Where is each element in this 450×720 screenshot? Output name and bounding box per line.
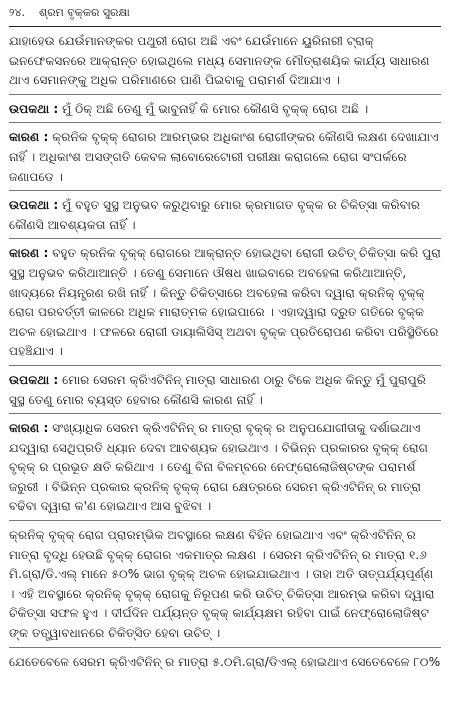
myth-text: ମୋର ସେରମ କ୍ରିଏଟିନିନ୍ ମାତ୍ରା ସାଧାରଣ ଠାରୁ ଟିକେ ଅଧିକ କିନ୍ତୁ ମୁଁ ପୁରାପୁରି ସୁସ୍ଥ ତେଣୁ ମୋର ବ୍ୟସ୍ତ ହେବାର କୌଣସି କାରଣ ନାହିଁ । — [9, 372, 427, 407]
myth-text: ମୁଁ ବହୁତ ସୁସ୍ଥ ଅନୁଭବ କରୁଥିବାରୁ ମୋର କ୍ରମାଗତ ବୃକ୍କ ର ଚିକିତ୍ସା କରିବାର କୌଣସି ଆବଶ୍ୟକତା ନାହିଁ । — [9, 198, 421, 232]
myth-paragraph — [9, 100, 441, 120]
fact-text: କ୍ରନିକ ବୃକ୍କ୍ ରୋଗର ଆରମ୍ଭର ଅଧିକାଂଶ ରୋଗୀଙ୍କର କୌଣସି ଲକ୍ଷଣ ଦେଖାଯାଏ ନାହିଁ । ଅଧିକାଂଶ ଅସଙ୍ଗତି କେବଳ ଲାବୋରେଟୋରୀ ପରୀକ୍ଷା କରାଗଲେ ରୋଗ ସଂପର୍କରେ ଜଣାପଡେ । — [9, 130, 439, 184]
fact-label: କାରଣ : — [9, 421, 49, 436]
myth-paragraph — [9, 196, 441, 235]
divider — [9, 647, 441, 648]
myth-text: ମୁଁ ଠିକ୍ ଅଛି ତେଣୁ ମୁଁ ଭାବୁନାହିଁ କି ମୋର କୌଣସି ବୃକ୍କ୍ ରୋଗ ଅଛି । — [58, 101, 369, 116]
myth-paragraph — [9, 371, 441, 410]
divider — [9, 122, 441, 123]
divider — [9, 190, 441, 191]
fact-paragraph — [9, 128, 441, 187]
divider — [9, 520, 441, 521]
divider — [9, 94, 441, 95]
body-paragraph-continued: ଯେତେବେଳେ ସେରମ କ୍ରିଏଟିନିନ୍ ର ମାତ୍ରା ୫.୦ମି.ଗ୍ରା/ଡିଏଲ୍ ହୋଇଥାଏ ସେତେବେଳେ ୮୦% — [9, 654, 441, 669]
intro-paragraph: ଯାହାହେଉ ଯେଉଁମାନଙ୍କର ପଥୁରୀ ରୋଗ ଅଛି ଏବଂ ଯେଉଁମାନେ ୟୁରିନାରୀ ଟ୍ରାକ୍ ଇନଫେକସନରେ ଆକ୍ରାନ୍ତ ହୋଇଥିଲେ ମଧ୍ୟ ସେମାନଙ୍କ ମୌତ୍ରାଶୟିକ କାର୍ଯ୍ୟ ସାଧାରଣ ଥାଏ ସେମାନଙ୍କୁ ଅଧିକ ପରିମାଣରେ ପାଣି ପିଇବାକୁ ପରାମର୍ଶ ଦିଆଯାଏ । — [9, 34, 430, 88]
running-title: ଶ୍ରମ ବୃକ୍କର ସୁରକ୍ଷା — [39, 6, 130, 19]
page-number: ୨୪. — [9, 6, 26, 19]
fact-label: କାରଣ : — [9, 246, 49, 261]
fact-text: ସଂଖ୍ୟାଧିକ ସେରମ କ୍ରିଏଟିନିନ୍ ର ମାତ୍ରା ବୃକ୍କ୍ ର ଅନୁପଯୋଗୀତାକୁ ଦର୍ଶାଇଥାଏ ଯଦ୍ୱାରା ସେଥିପ୍ରତି ଧ୍ୟାନ ଦେବା ଆବଶ୍ୟକ ହୋଇଥାଏ । ବିଭିନ୍ନ ପ୍ରକାରର ବୃକ୍କ୍ ରୋଗ ବୃକ୍କ୍ ର ପ୍ରଭୂତ କ୍ଷତି କରିଥାଏ । ତେଣୁ ବିନା ବିଳମ୍ବରେ ନେଫ୍ରୋଲୋଜିଷ୍ଟଙ୍କ ପରାମର୍ଶ ଜରୁରୀ । ବିଭିନ୍ନ ପ୍ରକାର କ୍ରନିକ୍ ବୃକ୍କ୍ ରୋଗ କ୍ଷେତ୍ରରେ ସେରମ କ୍ରିଏଟିନିନ୍ ର ମାତ୍ରା ବଢିବା ଦ୍ୱାରା କ'ଣ ହୋଇଥାଏ ଆସ ବୁଝିବା । — [9, 421, 429, 514]
page-content — [9, 32, 441, 672]
fact-label: କାରଣ : — [9, 130, 49, 145]
myth-label: ଉପକଥା : — [9, 101, 59, 116]
page-header — [9, 0, 441, 26]
fact-paragraph — [9, 419, 441, 517]
myth-label: ଉପକଥା : — [9, 372, 59, 387]
divider — [9, 365, 441, 366]
divider — [9, 413, 441, 414]
divider — [9, 238, 441, 239]
fact-paragraph — [9, 244, 441, 362]
myth-label: ଉପକଥା : — [9, 198, 59, 213]
fact-text: ବହୁତ କ୍ରନିକ ବୃକ୍କ୍ ରୋଗରେ ଆକ୍ରାନ୍ତ ହୋଇଥିବା ରୋଗୀ ଉଚିତ୍ ଚିକିତ୍ସା କରି ପୁରା ସୁସ୍ଥ ଅନୁଭବ କରିଥାଆନ୍ତି । ତେଣୁ ସେମାନେ ଔଷଧ ଖାଇବାରେ ଅବହେଳା କରିଥାଆନ୍ତି, ଖାଦ୍ୟରେ ନିୟନ୍ତ୍ରଣ ରଖି ନାହିଁ । କିନ୍ତୁ ଚିକିତ୍ସାରେ ଅବହେଳା କରିବା ଦ୍ୱାରା କ୍ରନିକ୍ ବୃକ୍କ୍ ରୋଗ ପରବର୍ତ୍ତୀ କାଳରେ ଅଧିକ ମାରାତ୍ମକ ହୋଇପାରେ । ଏହାଦ୍ୱାରା ଦ୍ରୁତ ଗତିରେ ବୃକ୍କ ଅଚଳ ହୋଇଥାଏ । ଫଳରେ ରୋଗୀ ଡାୟାଲିସିସ୍ ଅଥବା ବୃକ୍କ ପ୍ରତିରୋପଣ କରିବା ପରିସ୍ଥିତିରେ ପହଞ୍ଚିଯାଏ । — [9, 246, 441, 359]
header-rule — [9, 26, 441, 27]
body-paragraph: କ୍ରନିକ୍ ବୃକ୍କ୍ ରୋଗ ପ୍ରାରମ୍ଭିକ ଅବସ୍ଥାରେ ଲକ୍ଷଣ ବିହିନ ହୋଇଥାଏ ଏବଂ କ୍ରିଏଟିନିନ୍ ର ମାତ୍ରା ବୃଦ୍ଧି ହେଉଛି ବୃକ୍କ୍ ରୋଗର ଏକମାତ୍ର ଲକ୍ଷଣ । ସେରମ କ୍ରିଏଟିନିନ୍ ର ମାତ୍ରା ୧.୬ ମି.ଗ୍ରା/ଡି.ଏଲ୍ ମାନେ ୫୦% ଭାଗ ବୃକ୍କ୍ ଅଚଳ ହୋଇଯାଇଥାଏ । ତାହା ଅତି ତାତ୍ପର୍ଯ୍ୟପୂର୍ଣ୍ଣ । ଏହି ଅବସ୍ଥାରେ କ୍ରନିକ୍ ବୃକ୍କ୍ ରୋଗକୁ ନିରୂପଣ କରି ଉଚିତ୍ ଚିକିତ୍ସା ଆରମ୍ଭ କରିବା ଦ୍ୱାରା ଚିକିତ୍ସା ସଫଳ ହୁଏ । ଦୀର୍ଘଦିନ ପର୍ଯ୍ୟନ୍ତ ବୃକ୍କ୍ କାର୍ଯ୍ୟକ୍ଷମ ରହିବା ପାଇଁ ନେଫ୍ରୋଲୋଜିଷ୍ଟ ଙ୍କ ତତ୍ତ୍ୱାବଧାନରେ ଚିକିତ୍ସିତ ହେବା ଉଚିତ୍ । — [9, 528, 435, 641]
